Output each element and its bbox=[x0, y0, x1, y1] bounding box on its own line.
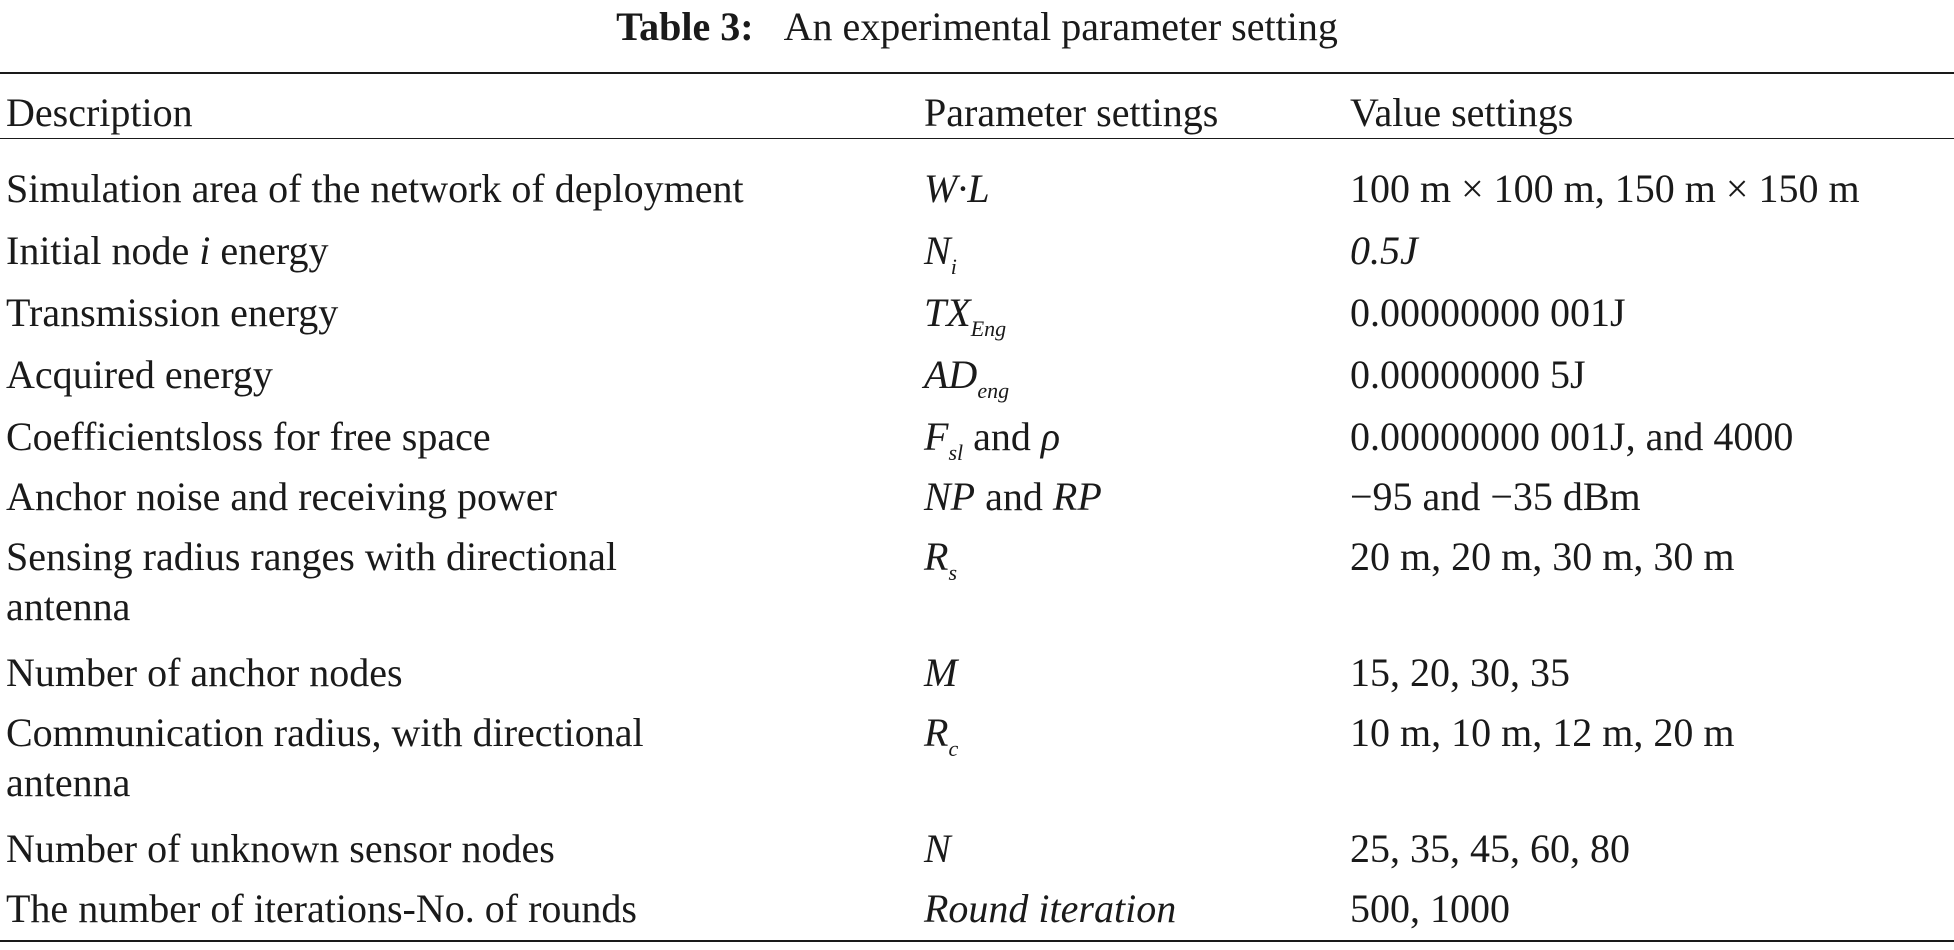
top-rule bbox=[0, 72, 1954, 74]
row-description: Coefficientsloss for free space bbox=[6, 414, 491, 459]
row-parameter bbox=[924, 226, 957, 279]
row-parameter bbox=[924, 884, 1176, 934]
param-symbol: RP bbox=[1052, 474, 1102, 519]
row-parameter bbox=[924, 350, 1010, 403]
header-parameter: Parameter settings bbox=[924, 90, 1219, 135]
caption-spacer bbox=[764, 4, 784, 49]
header-description: Description bbox=[6, 90, 193, 135]
row-description bbox=[6, 532, 617, 632]
param-symbol: M bbox=[924, 650, 958, 695]
row-parameter bbox=[924, 708, 959, 761]
row-description: Number of unknown sensor nodes bbox=[6, 826, 555, 871]
row-parameter bbox=[924, 472, 1102, 522]
row-value: −95 and −35 dBm bbox=[1350, 474, 1641, 519]
bottom-rule bbox=[0, 940, 1954, 942]
row-value: 100 m × 100 m, 150 m × 150 m bbox=[1350, 166, 1860, 211]
row-description bbox=[6, 708, 644, 808]
param-symbol: R bbox=[924, 534, 949, 579]
param-symbol: W·L bbox=[924, 166, 990, 211]
param-symbol: N bbox=[924, 228, 951, 273]
row-parameter bbox=[924, 288, 1007, 341]
param-subscript: Eng bbox=[970, 316, 1007, 341]
header-rule bbox=[0, 138, 1954, 139]
row-value: 25, 35, 45, 60, 80 bbox=[1350, 826, 1630, 871]
param-symbol: N bbox=[924, 826, 951, 871]
desc-italic-symbol: i bbox=[199, 228, 211, 273]
param-symbol: ρ bbox=[1040, 414, 1061, 459]
header-value: Value settings bbox=[1350, 90, 1574, 135]
row-description: The number of iterations-No. of rounds bbox=[6, 886, 637, 931]
param-connector: and bbox=[963, 414, 1041, 459]
param-symbol: Round iteration bbox=[924, 886, 1177, 931]
table-row bbox=[0, 708, 1954, 812]
row-parameter bbox=[924, 824, 951, 874]
param-symbol: TX bbox=[924, 290, 971, 335]
param-symbol: AD bbox=[924, 352, 978, 397]
desc-line: antenna bbox=[6, 584, 131, 629]
row-value: 10 m, 10 m, 12 m, 20 m bbox=[1350, 710, 1735, 755]
row-description: Transmission energy bbox=[6, 290, 339, 335]
row-value: 500, 1000 bbox=[1350, 886, 1510, 931]
row-value: 0.00000000 5J bbox=[1350, 352, 1586, 397]
param-subscript: c bbox=[948, 736, 959, 761]
row-parameter bbox=[924, 412, 1061, 465]
row-description: Anchor noise and receiving power bbox=[6, 474, 557, 519]
caption-text: An experimental parameter setting bbox=[783, 4, 1338, 49]
row-parameter bbox=[924, 648, 957, 698]
row-parameter bbox=[924, 164, 990, 214]
table-row bbox=[0, 532, 1954, 636]
param-connector: and bbox=[975, 474, 1053, 519]
row-parameter bbox=[924, 532, 957, 585]
param-subscript: sl bbox=[948, 440, 964, 465]
row-description bbox=[6, 226, 329, 276]
desc-line: antenna bbox=[6, 760, 131, 805]
row-description: Acquired energy bbox=[6, 352, 273, 397]
table-caption bbox=[0, 2, 1954, 52]
desc-line: Communication radius, with directional bbox=[6, 710, 644, 755]
param-symbol: NP bbox=[924, 474, 976, 519]
row-value: 15, 20, 30, 35 bbox=[1350, 650, 1570, 695]
desc-text: Initial node bbox=[6, 228, 200, 273]
caption-label: Table 3: bbox=[616, 4, 754, 49]
row-value: 20 m, 20 m, 30 m, 30 m bbox=[1350, 534, 1735, 579]
row-value: 0.00000000 001J, and 4000 bbox=[1350, 414, 1794, 459]
param-subscript: s bbox=[948, 560, 957, 585]
desc-line: Sensing radius ranges with directional bbox=[6, 534, 617, 579]
row-value: 0.00000000 001J bbox=[1350, 290, 1626, 335]
desc-text: energy bbox=[210, 228, 329, 273]
param-subscript: eng bbox=[977, 378, 1010, 403]
param-subscript: i bbox=[950, 254, 957, 279]
param-symbol: F bbox=[924, 414, 949, 459]
row-description: Simulation area of the network of deployment bbox=[6, 166, 744, 211]
row-value: 0.5J bbox=[1350, 228, 1418, 273]
row-description: Number of anchor nodes bbox=[6, 650, 403, 695]
param-symbol: R bbox=[924, 710, 949, 755]
